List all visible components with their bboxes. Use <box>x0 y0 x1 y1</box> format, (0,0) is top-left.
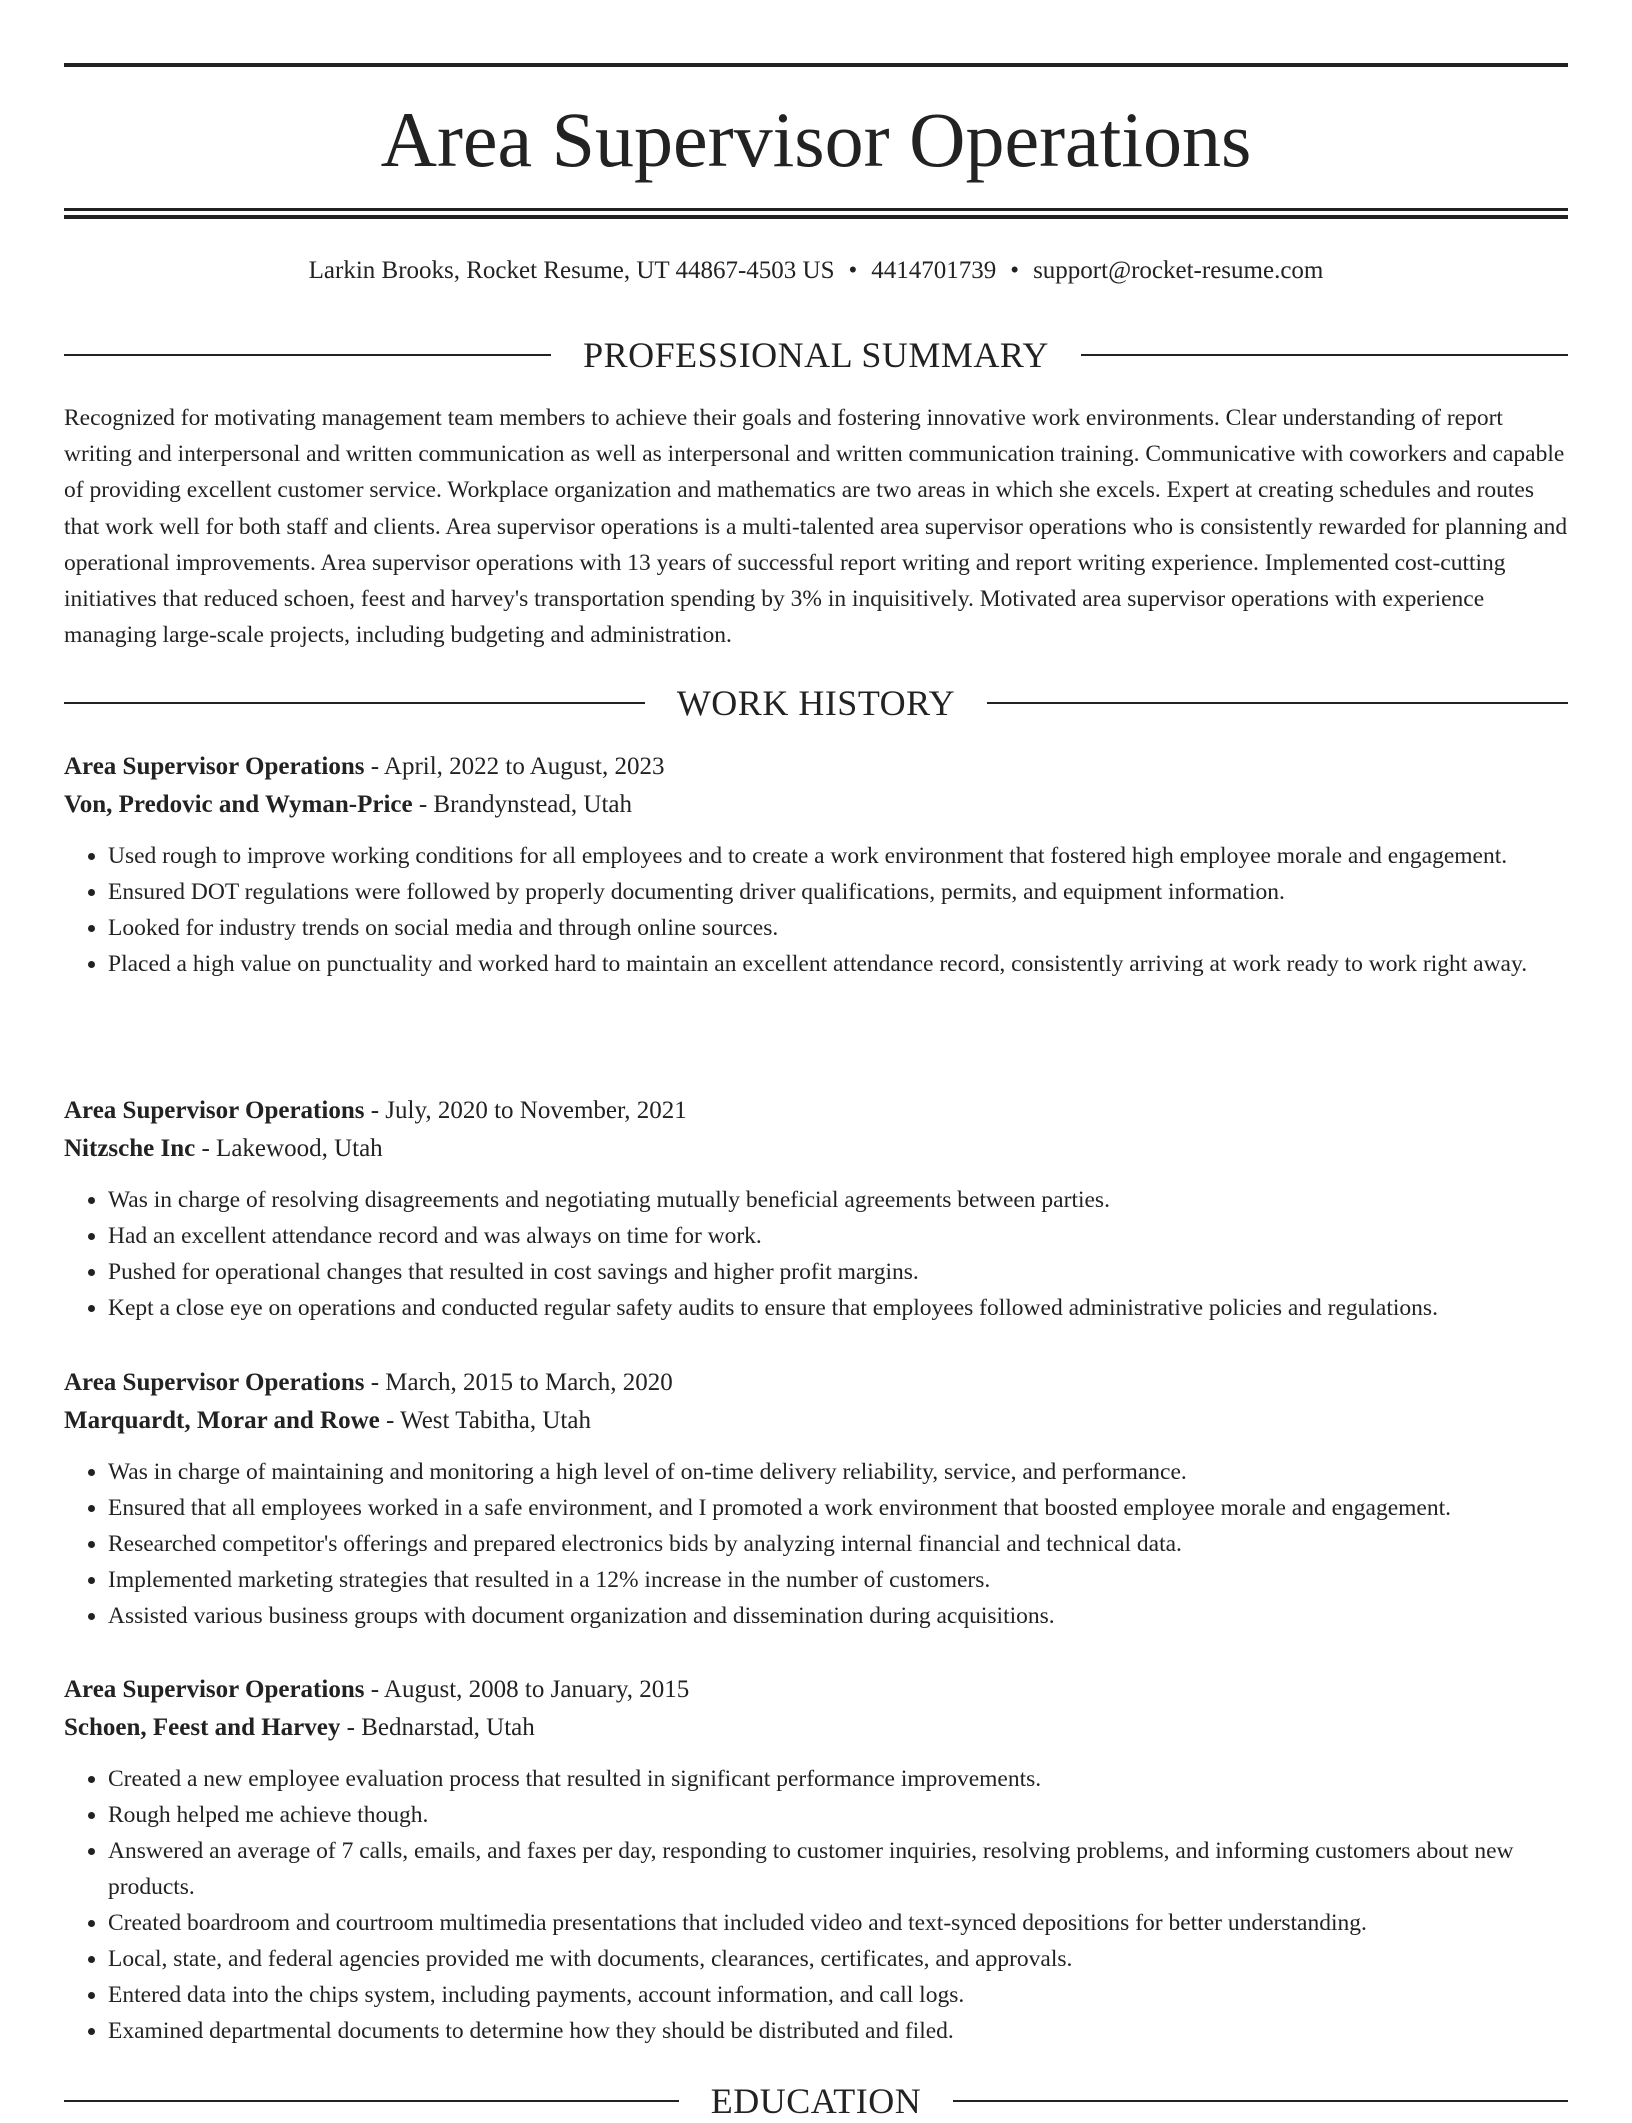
contact-address: Larkin Brooks, Rocket Resume, UT 44867-4503 US <box>308 257 835 284</box>
header-double-rule-lower <box>64 215 1568 219</box>
job-bullet: • Local, state, and federal agencies provided me with documents, clearances, certificates, and approvals. <box>108 1941 1568 1977</box>
job-title: Area Supervisor Operations <box>64 1676 365 1703</box>
heading-rule-left <box>64 702 645 704</box>
job-company: Von, Predovic and Wyman-Price <box>64 791 413 818</box>
job-company-line <box>64 1709 1568 1747</box>
job-bullet-list <box>64 1761 1568 2049</box>
job-bullet: • Created a new employee evaluation process that resulted in significant performance improvements. <box>108 1761 1568 1797</box>
job-company: Marquardt, Morar and Rowe <box>64 1407 380 1434</box>
job-bullet: • Pushed for operational changes that resulted in cost savings and higher profit margins. <box>108 1254 1568 1290</box>
job-bullet: • Ensured that all employees worked in a safe environment, and I promoted a work environment that boosted employee morale and engagement. <box>108 1490 1568 1526</box>
job-entry <box>64 1364 1568 1634</box>
job-title: Area Supervisor Operations <box>64 1369 365 1396</box>
job-bullet: • Had an excellent attendance record and was always on time for work. <box>108 1218 1568 1254</box>
job-bullet: • Researched competitor's offerings and prepared electronics bids by analyzing internal financial and technical data. <box>108 1526 1568 1562</box>
job-title-line <box>64 1092 1568 1130</box>
job-bullet-list <box>64 1182 1568 1326</box>
job-bullet: • Ensured DOT regulations were followed by properly documenting driver qualifications, permits, and equipment information. <box>108 874 1568 910</box>
contact-separator: • <box>848 257 858 284</box>
job-location: - Brandynstead, Utah <box>412 791 632 818</box>
header-double-rule-upper <box>64 208 1568 211</box>
summary-paragraph: Recognized for motivating management team members to achieve their goals and fostering innovative work environments. Clear understanding of report writing and interpersonal and written communication as well as interpersonal and written communication training. Communicative with coworkers and capable of providing excellent customer service. Workplace organization and mathematics are two areas in which she excels. Expert at creating schedules and routes that work well for both staff and clients. Area supervisor operations is a multi-talented area supervisor operations who is consistently rewarded for planning and operational improvements. Area supervisor operations with 13 years of successful report writing and report writing experience. Implemented cost-cutting initiatives that reduced schoen, feest and harvey's transportation spending by 3% in inquisitively. Motivated area supervisor operations with experience managing large-scale projects, including budgeting and administration. <box>64 405 1568 649</box>
job-bullet: • Looked for industry trends on social media and through online sources. <box>108 910 1568 946</box>
job-entry <box>64 748 1568 982</box>
job-company: Schoen, Feest and Harvey <box>64 1714 341 1741</box>
job-dates: - July, 2020 to November, 2021 <box>364 1097 687 1124</box>
job-bullet: • Rough helped me achieve though. <box>108 1797 1568 1833</box>
heading-rule-left <box>64 2100 679 2102</box>
job-title: Area Supervisor Operations <box>64 1097 365 1124</box>
section-heading-label: EDUCATION <box>710 2081 922 2121</box>
job-entry <box>64 1092 1568 1326</box>
job-bullet: • Assisted various business groups with document organization and dissemination during acquisitions. <box>108 1598 1568 1634</box>
job-title-line <box>64 1364 1568 1402</box>
section-heading-work-history <box>64 681 1568 725</box>
contact-separator: • <box>1010 257 1020 284</box>
section-heading-label: WORK HISTORY <box>676 683 956 723</box>
job-bullet: • Was in charge of resolving disagreements and negotiating mutually beneficial agreements between parties. <box>108 1182 1568 1218</box>
job-location: - West Tabitha, Utah <box>379 1407 591 1434</box>
contact-line <box>64 255 1568 287</box>
job-title-line <box>64 748 1568 786</box>
job-company: Nitzsche Inc <box>64 1135 196 1162</box>
job-dates: - August, 2008 to January, 2015 <box>364 1676 690 1703</box>
page-title: Area Supervisor Operations <box>380 96 1252 183</box>
job-entry <box>64 1671 1568 2049</box>
job-bullet: • Entered data into the chips system, including payments, account information, and call logs. <box>108 1977 1568 2013</box>
section-heading-summary <box>64 333 1568 377</box>
job-bullet: • Created boardroom and courtroom multimedia presentations that included video and text-synced depositions for better understanding. <box>108 1905 1568 1941</box>
job-company-line <box>64 1130 1568 1168</box>
section-heading-label: PROFESSIONAL SUMMARY <box>583 335 1049 375</box>
job-location: - Bednarstad, Utah <box>340 1714 535 1741</box>
section-heading-education <box>64 2079 1568 2123</box>
job-bullet: • Was in charge of maintaining and monitoring a high level of on-time delivery reliability, service, and performance. <box>108 1454 1568 1490</box>
job-bullet: • Placed a high value on punctuality and worked hard to maintain an excellent attendance record, consistently arriving at work ready to work right away. <box>108 946 1568 982</box>
contact-email: support@rocket-resume.com <box>1033 257 1324 284</box>
job-title: Area Supervisor Operations <box>64 753 365 780</box>
job-dates: - April, 2022 to August, 2023 <box>364 753 665 780</box>
heading-rule-left <box>64 354 551 356</box>
job-dates: - March, 2015 to March, 2020 <box>364 1369 673 1396</box>
heading-rule-right <box>953 2100 1568 2102</box>
job-bullet-list <box>64 838 1568 982</box>
contact-phone: 4414701739 <box>871 257 997 284</box>
job-company-line <box>64 1402 1568 1440</box>
header-top-rule <box>64 63 1568 67</box>
heading-rule-right <box>987 702 1568 704</box>
job-bullet: • Implemented marketing strategies that resulted in a 12% increase in the number of customers. <box>108 1562 1568 1598</box>
job-location: - Lakewood, Utah <box>195 1135 383 1162</box>
heading-rule-right <box>1081 354 1568 356</box>
job-bullet: • Answered an average of 7 calls, emails, and faxes per day, responding to customer inquiries, resolving problems, and informing customers about new products. <box>108 1833 1568 1905</box>
job-bullet: • Kept a close eye on operations and conducted regular safety audits to ensure that employees followed administrative policies and regulations. <box>108 1290 1568 1326</box>
job-company-line <box>64 786 1568 824</box>
job-bullet: • Examined departmental documents to determine how they should be distributed and filed. <box>108 2013 1568 2049</box>
job-title-line <box>64 1671 1568 1709</box>
job-bullet: • Used rough to improve working conditions for all employees and to create a work environment that fostered high employee morale and engagement. <box>108 838 1568 874</box>
job-bullet-list <box>64 1454 1568 1634</box>
